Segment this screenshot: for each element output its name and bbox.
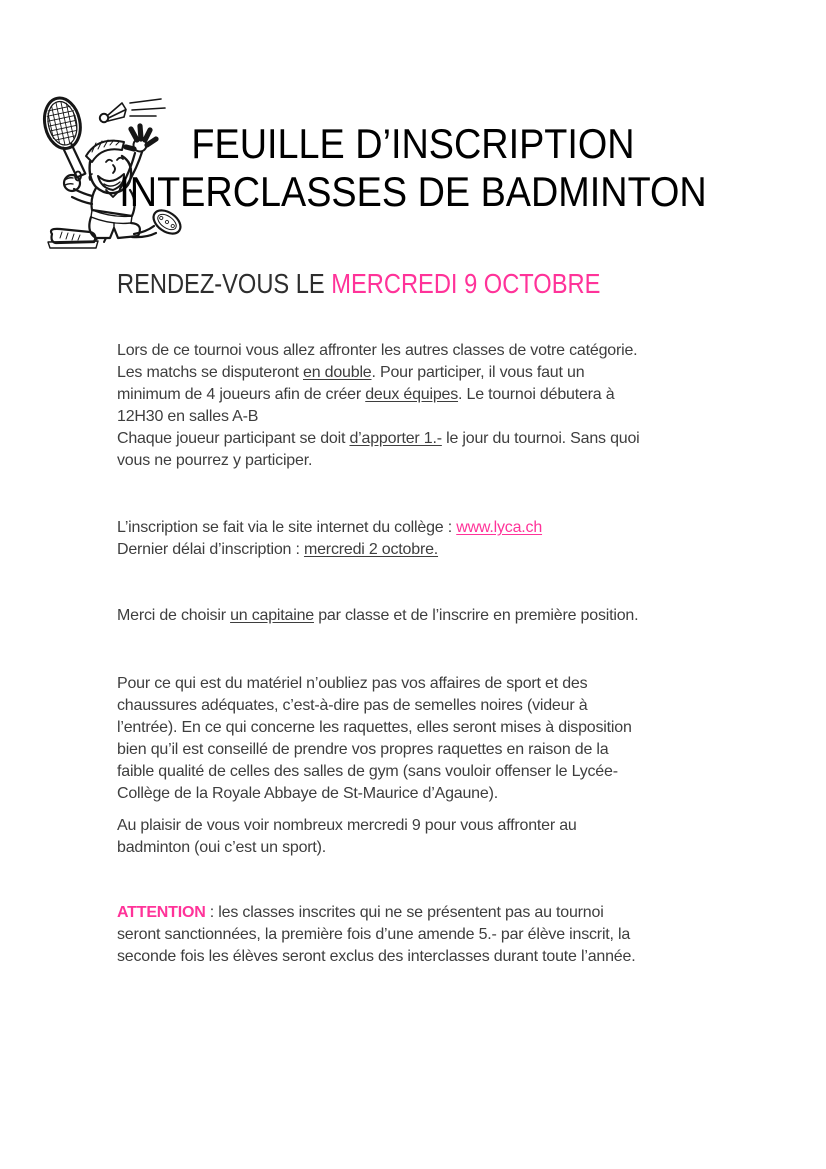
text-segment: Chaque joueur participant se doit xyxy=(117,430,350,447)
text-segment: minimum de 4 joueurs afin de créer xyxy=(117,386,366,403)
underlined-text: mercredi 2 octobre. xyxy=(303,541,439,558)
underlined-text: d’apporter 1.- xyxy=(349,430,442,447)
text-segment: chaussures adéquates, c’est-à-dire pas de semelles noires (videur à xyxy=(117,697,588,714)
underlined-text: en double xyxy=(303,364,372,381)
text-segment: Au plaisir de vous voir nombreux mercredi 9 pour vous affronter au xyxy=(117,817,577,834)
text-segment: Pour ce qui est du matériel n’oubliez pas vos affaires de sport et des xyxy=(117,675,588,692)
text-segment: Les matchs se disputeront xyxy=(117,364,304,381)
text-segment: par classe et de l’inscrire en première position. xyxy=(313,607,639,624)
text-segment: Lors de ce tournoi vous allez affronter les autres classes de votre catégorie. xyxy=(117,342,638,359)
title-line-1: FEUILLE D’INSCRIPTION xyxy=(191,120,635,167)
text-segment: seront sanctionnées, la première fois d’une amende 5.- par élève inscrit, la xyxy=(117,926,631,943)
document-title xyxy=(0,120,826,216)
text-segment: L’inscription se fait via le site internet du collège : xyxy=(117,519,457,536)
text-segment: bien qu’il est conseillé de prendre vos propres raquettes en raison de la xyxy=(117,741,609,758)
text-segment: Merci de choisir xyxy=(117,607,231,624)
meeting-date-highlight: MERCREDI 9 OCTOBRE xyxy=(331,268,601,299)
text-segment: . Pour participer, il vous faut un xyxy=(371,364,585,381)
text-segment: : les classes inscrites qui ne se présentent pas au tournoi xyxy=(205,904,604,921)
text-segment: Dernier délai d’inscription : xyxy=(117,541,304,558)
paragraph-registration xyxy=(117,517,739,561)
text-segment: seconde fois les élèves seront exclus des interclasses durant toute l’année. xyxy=(117,948,636,965)
text-segment: l’entrée). En ce qui concerne les raquettes, elles seront mises à disposition xyxy=(117,719,632,736)
text-segment: faible qualité de celles des salles de gym (sans vouloir offenser le Lycée- xyxy=(117,763,618,780)
attention-label: ATTENTION xyxy=(117,904,206,921)
title-line-2: INTERCLASSES DE BADMINTON xyxy=(119,168,707,215)
paragraph-equipment xyxy=(117,673,739,805)
player-left-shoe xyxy=(48,229,106,248)
text-segment: vous ne pourrez y participer. xyxy=(117,452,313,469)
underlined-text: deux équipes xyxy=(365,386,459,403)
shuttlecock-icon xyxy=(100,99,165,122)
text-segment: badminton (oui c’est un sport). xyxy=(117,839,327,856)
paragraph-closing xyxy=(117,815,739,859)
paragraph-tournament-info xyxy=(117,340,739,472)
meeting-date-heading xyxy=(117,267,600,301)
website-link[interactable]: www.lyca.ch xyxy=(456,519,543,536)
text-segment: Collège de la Royale Abbaye de St-Maurice d’Agaune). xyxy=(117,785,498,802)
text-segment: . Le tournoi débutera à xyxy=(458,386,615,403)
underlined-text: un capitaine xyxy=(230,607,314,624)
paragraph-captain xyxy=(117,605,739,627)
text-segment: 12H30 en salles A-B xyxy=(117,408,259,425)
paragraph-warning xyxy=(117,902,739,968)
meeting-date-prefix: RENDEZ-VOUS LE xyxy=(117,268,332,299)
text-segment: le jour du tournoi. Sans quoi xyxy=(441,430,640,447)
